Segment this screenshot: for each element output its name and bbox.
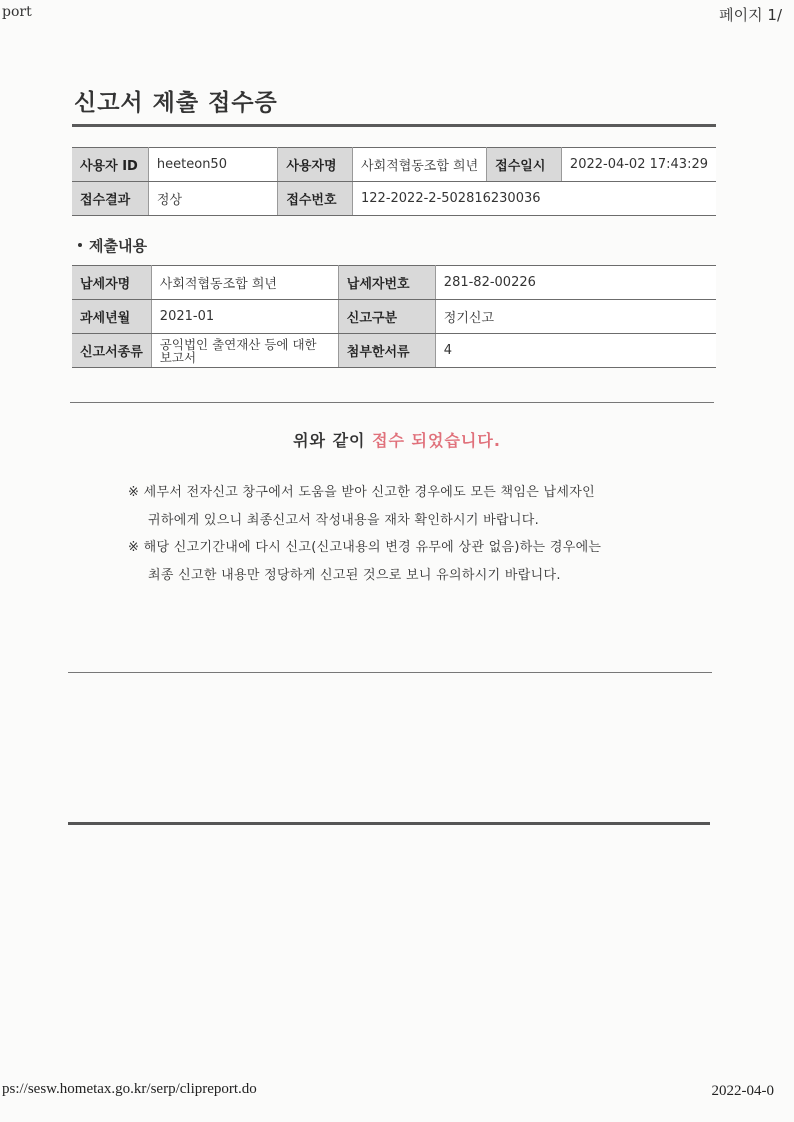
filing-type-value: 정기신고	[435, 300, 716, 334]
attachments-value: 4	[435, 334, 716, 368]
divider	[68, 672, 712, 673]
confirmation-prefix: 위와 같이	[293, 431, 373, 450]
section-title-text: 제출내용	[89, 237, 147, 255]
form-type-label: 신고서종류	[72, 334, 151, 368]
section-title	[76, 235, 147, 256]
receipt-info-table	[72, 147, 716, 216]
divider	[70, 402, 714, 403]
form-type-value: 공익법인 출연재산 등에 대한 보고서	[151, 334, 338, 368]
page-title: 신고서 제출 접수증	[74, 90, 278, 116]
bullet-icon	[78, 243, 82, 247]
user-name-value: 사회적협동조합 희년	[353, 148, 487, 182]
table-row	[72, 148, 716, 182]
notice-1-line-1: ※ 세무서 전자신고 창구에서 도움을 받아 신고한 경우에도 모든 책임은 납세자인	[128, 485, 595, 500]
taxpayer-name-value: 사회적협동조합 희년	[151, 266, 338, 300]
confirmation-message	[0, 428, 794, 451]
submission-content-table	[72, 265, 716, 368]
user-name-label: 사용자명	[278, 148, 353, 182]
receipt-no-label: 접수번호	[278, 182, 353, 216]
notice-1-line-2-text: 귀하에게 있으니 최종신고서 작성내용을 재차 확인하시기 바랍니다.	[148, 513, 540, 528]
print-footer-date: 2022-04-0	[711, 1083, 774, 1099]
filing-type-label: 신고구분	[338, 300, 435, 334]
user-id-label: 사용자 ID	[72, 148, 148, 182]
taxpayer-no-value: 281-82-00226	[435, 266, 716, 300]
user-id-value: heeteon50	[148, 148, 277, 182]
page-number: 페이지 1/	[719, 6, 782, 24]
notice-2-line-2-text: 최종 신고한 내용만 정당하게 신고된 것으로 보니 유의하시기 바랍니다.	[148, 568, 561, 583]
tax-period-value: 2021-01	[151, 300, 338, 334]
title-divider	[72, 124, 716, 127]
received-at-value: 2022-04-02 17:43:29	[561, 148, 716, 182]
table-row	[72, 182, 716, 216]
notice-2-line-1: ※ 해당 신고기간내에 다시 신고(신고내용의 변경 유무에 상관 없음)하는 경우에는	[128, 540, 602, 555]
taxpayer-name-label: 납세자명	[72, 266, 151, 300]
received-at-label: 접수일시	[487, 148, 562, 182]
receipt-no-value: 122-2022-2-502816230036	[353, 182, 716, 216]
taxpayer-no-label: 납세자번호	[338, 266, 435, 300]
notice-1-line-2	[128, 509, 539, 528]
result-value: 정상	[148, 182, 277, 216]
confirmation-highlight: 접수 되었습니다.	[372, 431, 501, 450]
notice-2-line-2	[128, 564, 561, 583]
tax-period-label: 과세년월	[72, 300, 151, 334]
browser-print-header-left: port	[2, 4, 32, 20]
print-footer-url: ps://sesw.hometax.go.kr/serp/clipreport.do	[2, 1081, 257, 1097]
table-row	[72, 334, 716, 368]
result-label: 접수결과	[72, 182, 148, 216]
attachments-label: 첨부한서류	[338, 334, 435, 368]
table-row	[72, 300, 716, 334]
table-row	[72, 266, 716, 300]
bottom-divider	[68, 822, 710, 825]
